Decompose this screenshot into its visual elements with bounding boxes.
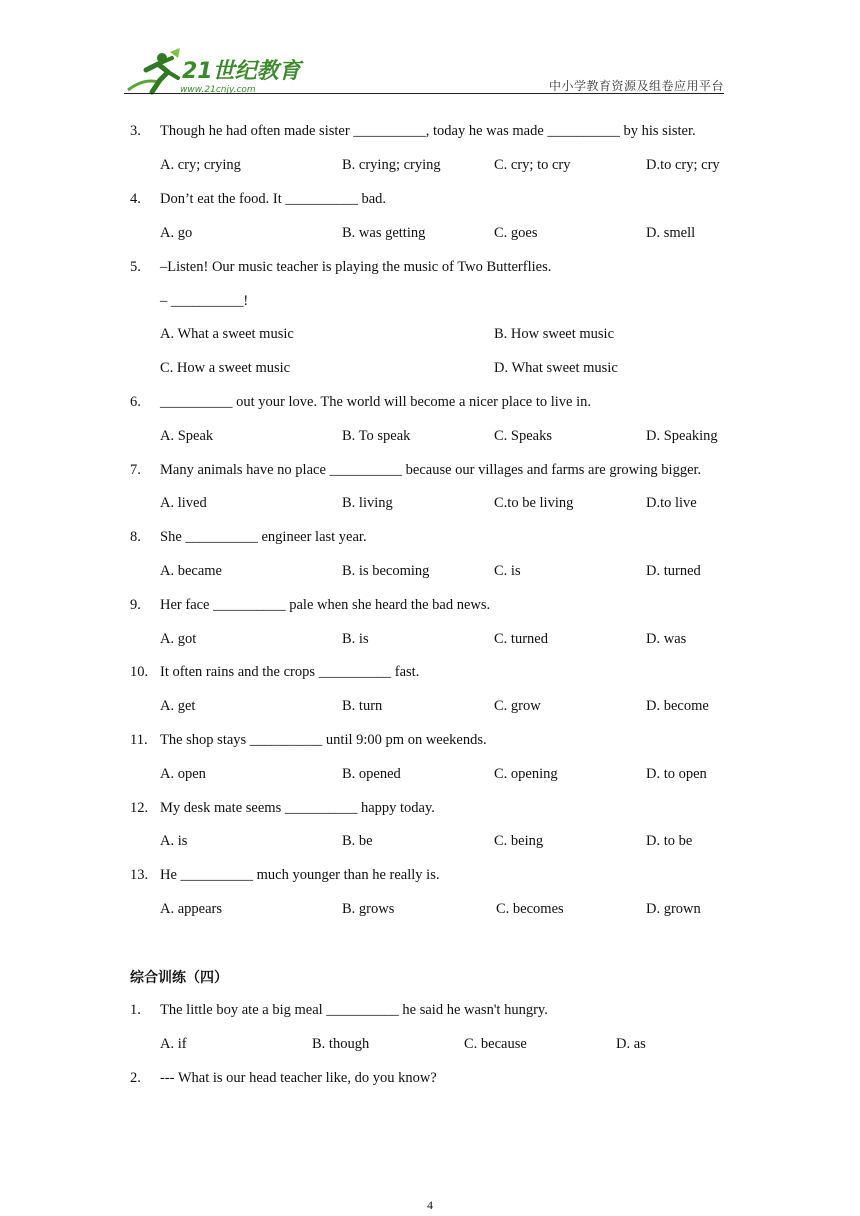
question-stem: The little boy ate a big meal __________ he said he wasn't hungry.: [160, 1002, 548, 1018]
option-b: B. was getting: [342, 225, 426, 241]
option-c: C. opening: [494, 766, 558, 782]
option-b: B. How sweet music: [494, 326, 615, 342]
option-a: A. got: [160, 631, 197, 647]
option-c: C. because: [464, 1036, 527, 1052]
option-b: B. crying; crying: [342, 157, 441, 173]
option-a: A. cry; crying: [160, 157, 241, 173]
option-d: D. What sweet music: [494, 360, 618, 376]
question-number: 11.: [130, 732, 148, 748]
question-stem: She __________ engineer last year.: [160, 529, 367, 545]
option-c: C. cry; to cry: [494, 157, 571, 173]
option-b: B. is becoming: [342, 563, 430, 579]
option-a: A. is: [160, 833, 188, 849]
question-stem: --- What is our head teacher like, do you know?: [160, 1070, 437, 1086]
option-a: A. if: [160, 1036, 187, 1052]
header-divider: [124, 93, 724, 94]
question-number: 12.: [130, 800, 149, 816]
option-c: C. is: [494, 563, 521, 579]
option-d: D. Speaking: [646, 428, 718, 444]
question-number: 5.: [130, 259, 141, 275]
question-number: 3.: [130, 123, 141, 139]
option-a: A. get: [160, 698, 196, 714]
option-b: B. though: [312, 1036, 370, 1052]
option-a: A. Speak: [160, 428, 214, 444]
question-number: 7.: [130, 462, 141, 478]
question-stem: He __________ much younger than he really is.: [160, 867, 440, 883]
question-number: 10.: [130, 664, 149, 680]
question-number: 4.: [130, 191, 141, 207]
option-c: C. becomes: [496, 901, 564, 917]
option-c: C. Speaks: [494, 428, 552, 444]
option-d: D. to open: [646, 766, 707, 782]
option-c: C. goes: [494, 225, 538, 241]
option-b: B. grows: [342, 901, 395, 917]
option-d: D.to live: [646, 495, 697, 511]
question-number: 9.: [130, 597, 141, 613]
logo-text: 21世纪教育: [182, 59, 301, 84]
runner-icon: [128, 48, 180, 92]
question-number: 2.: [130, 1070, 141, 1086]
option-a: A. lived: [160, 495, 207, 511]
option-c: C.to be living: [494, 495, 574, 511]
option-b: B. opened: [342, 766, 401, 782]
question-stem: Her face __________ pale when she heard the bad news.: [160, 597, 491, 613]
logo-url: www.21cnjy.com: [180, 85, 256, 95]
question-stem: Don’t eat the food. It __________ bad.: [160, 191, 387, 207]
question-number: 6.: [130, 394, 141, 410]
option-b: B. living: [342, 495, 393, 511]
platform-name: 中小学教育资源及组卷应用平台: [548, 79, 724, 93]
section-title: 综合训练（四）: [130, 970, 228, 986]
page-number: 4: [427, 1198, 433, 1212]
option-b: B. To speak: [342, 428, 411, 444]
option-a: A. go: [160, 225, 193, 241]
option-d: D. smell: [646, 225, 696, 241]
option-d: D. to be: [646, 833, 693, 849]
question-stem: It often rains and the crops __________ fast.: [160, 664, 420, 680]
option-d: D. grown: [646, 901, 701, 917]
page-header: [124, 44, 724, 96]
option-d: D. become: [646, 698, 709, 714]
site-logo: [124, 48, 304, 96]
option-b: B. turn: [342, 698, 383, 714]
question-number: 13.: [130, 867, 149, 883]
question-stem: Many animals have no place __________ because our villages and farms are growing bigger.: [160, 462, 702, 478]
option-d: D. was: [646, 631, 687, 647]
option-d: D. turned: [646, 563, 701, 579]
option-a: A. What a sweet music: [160, 326, 294, 342]
question-response-line: – __________!: [160, 293, 249, 309]
question-number: 1.: [130, 1002, 141, 1018]
question-stem: My desk mate seems __________ happy today.: [160, 800, 435, 816]
question-stem: Though he had often made sister __________, today he was made __________ by his sister.: [160, 123, 696, 139]
option-d: D.to cry; cry: [646, 157, 720, 173]
option-c: C. How a sweet music: [160, 360, 291, 376]
option-a: A. open: [160, 766, 206, 782]
question-stem: __________ out your love. The world will become a nicer place to live in.: [160, 394, 591, 410]
question-stem: The shop stays __________ until 9:00 pm on weekends.: [160, 732, 487, 748]
option-c: C. being: [494, 833, 544, 849]
option-a: A. appears: [160, 901, 223, 917]
question-stem: –Listen! Our music teacher is playing the music of Two Butterflies.: [160, 259, 552, 275]
question-number: 8.: [130, 529, 141, 545]
option-b: B. be: [342, 833, 373, 849]
option-d: D. as: [616, 1036, 646, 1052]
option-b: B. is: [342, 631, 369, 647]
option-c: C. turned: [494, 631, 548, 647]
option-c: C. grow: [494, 698, 541, 714]
option-a: A. became: [160, 563, 222, 579]
